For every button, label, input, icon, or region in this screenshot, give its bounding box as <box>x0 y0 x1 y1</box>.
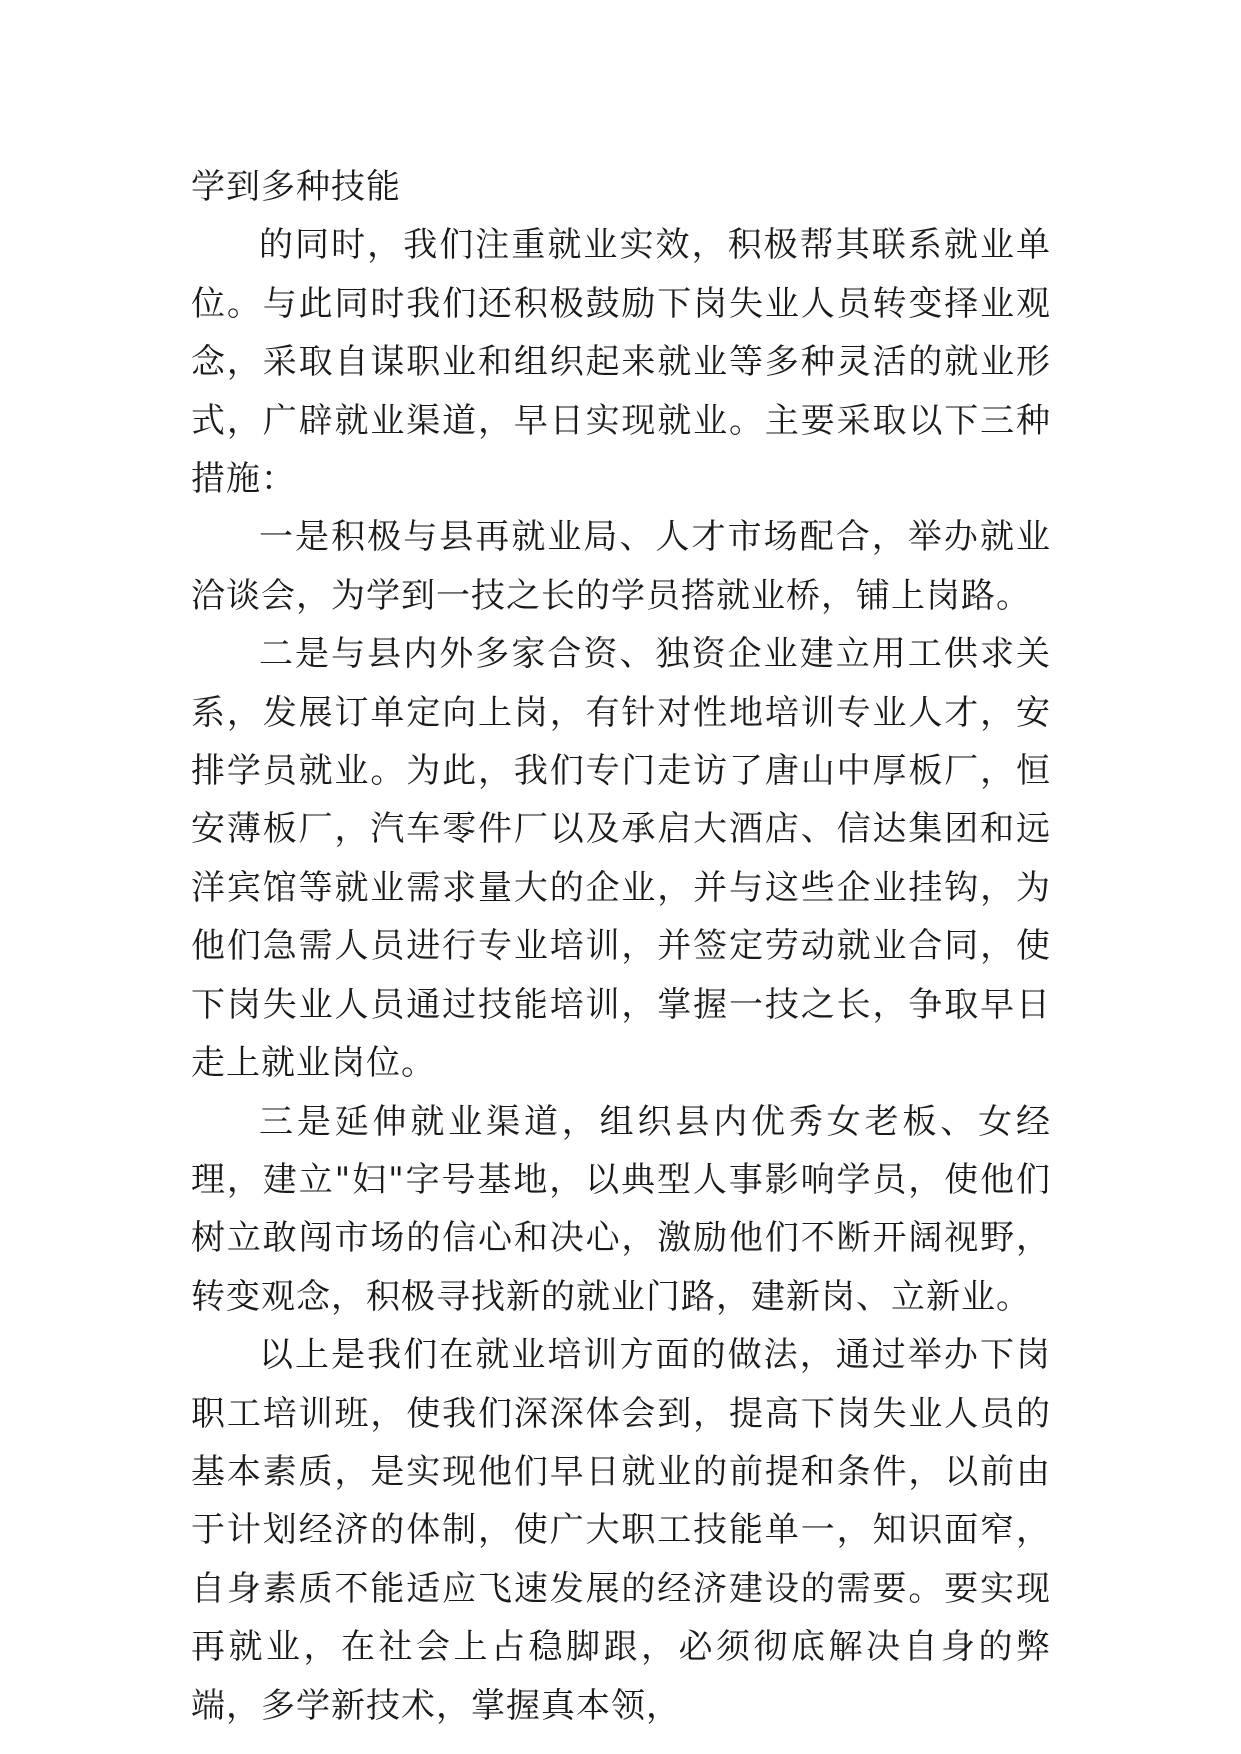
paragraph-3: 一是积极与县再就业局、人才市场配合，举办就业洽谈会，为学到一技之长的学员搭就业桥，铺上岗路。 <box>191 517 1051 616</box>
paragraph-6: 以上是我们在就业培训方面的做法，通过举办下岗职工培训班，使我们深深体会到，提高下岗失业人员的基本素质，是实现他们早日就业的前提和条件，以前由于计划经济的体制，使广大职工技能单一，知识面窄，自身素质不能适应飞速发展的经济建设的需要。要实现再就业，在社会上占稳脚跟，必须彻底解决自身的弊端，多学新技术，掌握真本领， <box>191 1335 1051 1726</box>
paragraph-2: 的同时，我们注重就业实效，积极帮其联系就业单位。与此同时我们还积极鼓励下岗失业人员转变择业观念，采取自谋职业和组织起来就业等多种灵活的就业形式，广辟就业渠道，早日实现就业。主要采取以下三种措施： <box>191 225 1051 500</box>
paragraph-1: 学到多种技能 <box>191 167 401 207</box>
document-body <box>191 158 1051 1735</box>
paragraph-5: 三是延伸就业渠道，组织县内优秀女老板、女经理，建立"妇"字号基地，以典型人事影响学员，使他们树立敢闯市场的信心和决心，激励他们不断开阔视野，转变观念，积极寻找新的就业门路，建新岗、立新业。 <box>191 1101 1051 1317</box>
paragraph-4: 二是与县内外多家合资、独资企业建立用工供求关系，发展订单定向上岗，有针对性地培训专业人才，安排学员就业。为此，我们专门走访了唐山中厚板厂，恒安薄板厂，汽车零件厂以及承启大酒店、信达集团和远洋宾馆等就业需求量大的企业，并与这些企业挂钩，为他们急需人员进行专业培训，并签定劳动就业合同，使下岗失业人员通过技能培训，掌握一技之长，争取早日走上就业岗位。 <box>191 634 1051 1084</box>
